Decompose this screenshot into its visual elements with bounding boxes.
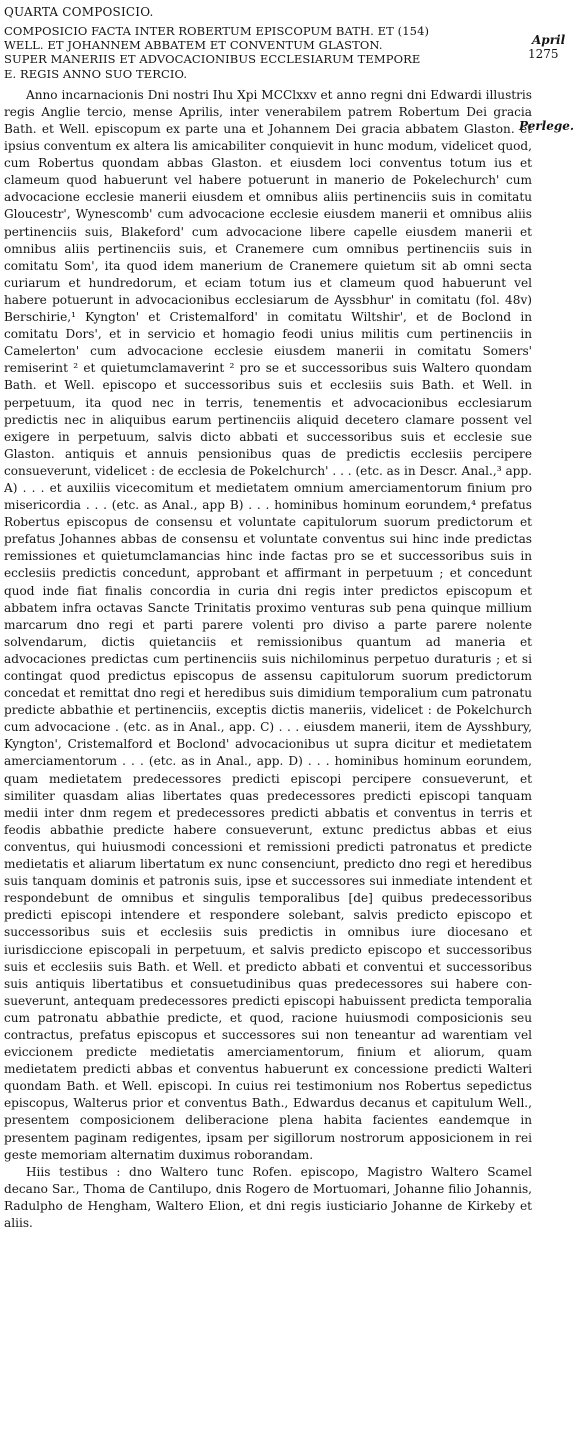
title-line: SUPER MANERIIS ET ADVOCACIONIBUS ECCLESIARUM TEMPORE (4, 52, 421, 67)
document-title (4, 24, 532, 81)
margin-date-year: 1275 (528, 47, 559, 61)
margin-location: Perlege. (519, 119, 575, 133)
margin-date (528, 33, 574, 61)
title-line: E. REGIS ANNO SUO TERCIO. (4, 66, 188, 81)
title-line: COMPOSICIO FACTA INTER ROBERTUM EPISCOPUM BATH. ET (154) (4, 24, 430, 38)
main-paragraph: Anno incarnacionis Dni nostri Ihu Xpi MCClxxv et anno regni dni Edwardi illustris regis Anglie tercio, mense Aprilis, inter venerabilem patrem Robertum Dei gracia Bath. et Well. episcopum ex parte una et Johannem Dei gracia abbatem Glaston. et ipsius conventum ex altera lis amicabiliter conquievit in hunc modum, videlicet quod, cum Robertus quondam abbas Glaston. et eiusdem loci conventus totum ius et clameum quod habuerunt vel habere potuerunt in manerio de Pokelechurch' cum advocacione ecclesie manerii eiusdem et omnibus aliis pertinenciis suis in comitatu Gloucestr', Wynescomb' cum advocacione ecclesie eiusdem manerii et omnibus aliis pertinenciis suis, Blakeford' cum advocacione libere capelle eiusdem manerii et omnibus aliis pertinenciis suis, et Cranemere cum omnibus pertinenciis suis in comitatu Som', ita quod idem manerium de Cranemere quietum sit ab omni secta curiarum et hundredorum, et eciam totum ius et clameum quod habuerunt vel habere potuerunt in advocacionibus ecclesiarum de Ayssbhur' in comitatu (fol. 48v) Berschirie,¹ Kyngton' et Cristemalford' in comitatu Wiltshir', et de Boclond in comitatu Dors', et in servicio et homagio feodi unius militis cum pertinenciis in Camelerton' cum advocacione ecclesie eiusdem manerii in comitatu Somers' remiserint ² et quietumclamaverint ² pro se et successoribus suis Waltero quondam Bath. et Well. episcopo et successoribus suis et ecclesiis suis Bath. et Well. in perpetuum, ita quod nec in terris, tenementis et advocacionibus ecclesiarum predictis nec in aliquibus earum pertinenciis aliquid decetero clamare possent vel exigere in perpetuum, salvis dicto abbati et successoribus suis et ecclesie sue Glaston. antiquis et annuis pensionibus quas de predictis ecclesiis percipere consueverunt, videlicet : de ecclesia de Pokelchurch' . . . (etc. as in Descr. Anal.,³ app. A) . . . et auxiliis vicecomitum et medietatem omnium amerciamentorum finium pro misericordia . . . (etc. as Anal., app B) . . . hominibus hominum eorundem,⁴ prefatus Robertus episcopus de consensu et voluntate capitulorum suorum predictorum et prefatus Johannes abbas de consensu et voluntate conventus sui hinc inde predictas remissiones et quietumclamancias hinc inde factas pro se et successoribus suis in ecclesiis predictis concedunt, approbant et affirmant in perpetuum ; et concedunt quod inde fiat finalis concordia in curia dni regis inter predictos episcopum et abbatem infra octavas Sancte Trinitatis proximo venturas sub pena quinque millium marcarum dno regi et parti parere volenti pro diviso a parte parere nolente solvendarum, dictis quietanciis et remissionibus quantum ad maneria et advocaciones predictas cum pertinenciis suis nichilominus perpetuo duraturis ; et si contingat quod predictus episcopus de assensu capitulorum suorum predictorum concedat et remittat dno regi et heredibus suis dimidium temporalium cum patronatu predicte abbathie et pertinenciis, exceptis dictis maneriis, videlicet : de Pokelchurch cum advocacione . (etc. as in Anal., app. C) . . . eiusdem manerii, item de Aysshbury, Kyngton', Cristemalford et Boclond' advocacionibus ut supra dicitur et medietatem amerciamentorum . . . (etc. as in Anal., app. D) . . . hominibus hominum eorundem, quam medietatem predecessores predicti episcopi percipere consueverunt, et similiter quasdam alias libertates quas predecessores predicti episcopi tanquam medii inter dnm regem et predecessores predicti abbatis et conventus in terris et feodis abbathie predicte habere consueverunt, extunc predictus abbas et eius conventus, qui huiusmodi concessioni et remissioni predicti patronatus et predicte medietatis et aliarum libertatum ex nunc consenciunt, predicto dno regi et heredibus suis tanquam dominis et patronis suis, ipse et successores sui inmediate intendent et respondebunt de omnibus et singulis temporalibus [de] quibus predecessoribus predicti episcopi intendere et respondere solebant, salvis predicto episcopo et successoribus suis et ecclesiis suis predictis in omnibus iure diocesano et iurisdiccione episcopali in perpetuum, et salvis predicto episcopo et successoribus suis et ecclesiis suis Bath. et Well. et predicto abbati et conventui et successoribus suis antiquis libertatibus et consuetudinibus quas predecessores sui habere consueverunt, antequam predecessores predicti episcopi habuissent predicta temporalia cum patronatu abbathie predicte, et quod, racione huiusmodi composicionis seu contractus, prefatus episcopus et successores sui non teneantur ad warentiam vel eviccionem predicte medietatis amerciamentorum, finium et aliorum, quam medietatem predicti abbas et conventus habuerunt ex concessione predicti Walteri quondam Bath. et Well. episcopi. In cuius rei testimonium nos Robertus sepedictus episcopus, Walterus prior et conventus Bath., Edwardus decanus et capitulum Well., presentem composicionem deliberacione plena habita facientes eandemque in presentem paginam redigentes, ipsam per sigillorum nostrorum apposicionem in rei geste memoriam alternatim duximus roborandam. (4, 87, 532, 1162)
document-body (4, 5, 532, 1232)
witness-paragraph: Hiis testibus : dno Waltero tunc Rofen. episcopo, Magistro Waltero Scamel decano Sar., Thoma de Cantilupo, dnis Rogero de Mortuomari, Johanne filio Johannis, Radulpho de Hengham, Waltero Elion, et dni regis iusticiario Johanne de Kirkeby et aliis. (4, 1164, 532, 1230)
title-line: WELL. ET JOHANNEM ABBATEM ET CONVENTUM GLASTON. (4, 38, 383, 53)
margin-date-month: April (532, 33, 566, 47)
text-body (4, 87, 532, 1232)
section-heading: QUARTA COMPOSICIO. (4, 5, 154, 19)
